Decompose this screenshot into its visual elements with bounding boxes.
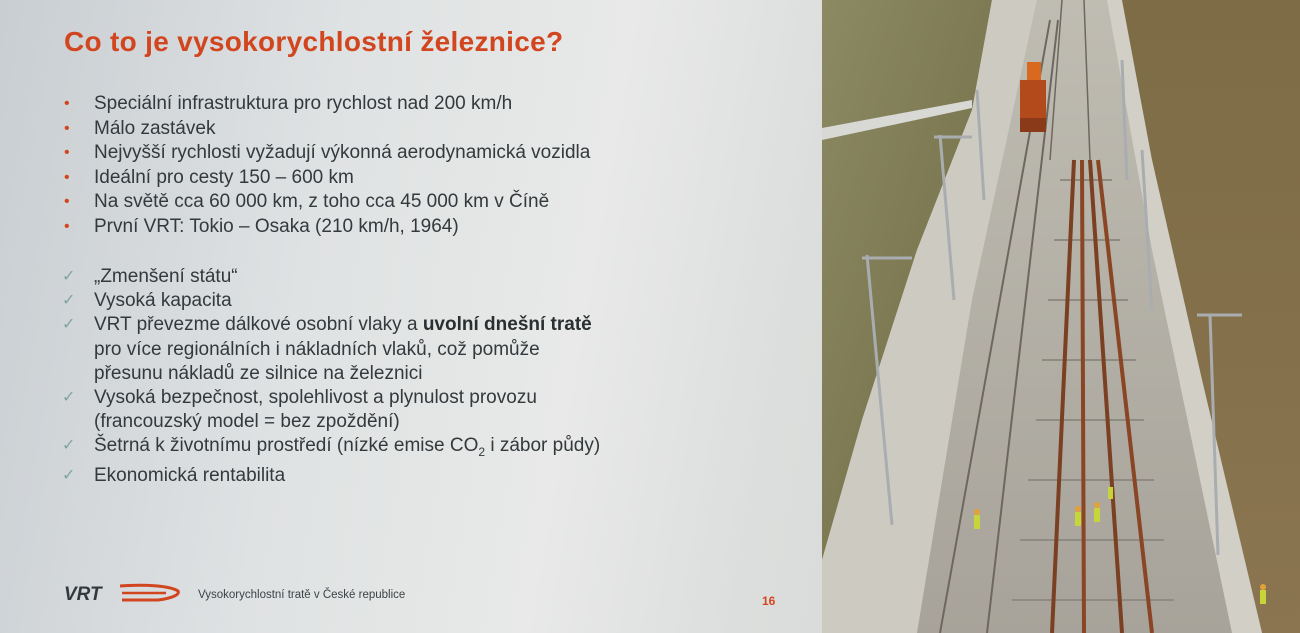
check-icon: ✓ (62, 316, 76, 334)
check-text-line: (francouzský model = bez zpoždění) (94, 411, 400, 433)
check-item (64, 386, 600, 434)
bullet-item (64, 141, 590, 166)
bullet-text: Na světě cca 60 000 km, z toho cca 45 000 km v Číně (94, 191, 550, 212)
railway-photo-icon (822, 0, 1300, 633)
bullet-item (64, 215, 590, 240)
check-icon: ✓ (62, 389, 76, 407)
check-icon: ✓ (62, 292, 76, 310)
check-text: VRT převezme dálkové osobní vlaky a (94, 314, 423, 336)
check-text-line: pro více regionálních i nákladních vlaků, což pomůže (94, 338, 540, 360)
check-item (64, 464, 600, 488)
check-text: i zábor půdy) (485, 435, 601, 457)
check-text-bold: uvolní dnešní tratě (422, 314, 592, 336)
check-item (64, 313, 600, 386)
bullet-item (64, 92, 590, 117)
footer-text: Vysokorychlostní tratě v České republice (198, 589, 406, 601)
vrt-logo-icon (62, 582, 182, 604)
slide-title: Co to je vysokorychlostní železnice? (64, 26, 564, 57)
page-number: 16 (762, 594, 776, 608)
bullet-icon: • (64, 168, 70, 186)
check-text: „Zmenšení státu“ (94, 266, 238, 287)
check-item (64, 265, 600, 289)
check-text-line (94, 313, 600, 337)
check-text: Vysoká kapacita (94, 290, 232, 312)
bullet-item (64, 190, 590, 215)
vrt-logo-text: VRT (64, 584, 102, 604)
bullet-text: Málo zastávek (94, 117, 216, 139)
check-icon: ✓ (62, 268, 76, 285)
check-text-line: Vysoká bezpečnost, spolehlivost a plynulost provozu (94, 387, 537, 409)
bullet-text: První VRT: Tokio – Osaka (210 km/h, 1964) (94, 215, 459, 237)
check-icon: ✓ (62, 467, 76, 485)
bullet-item (64, 166, 590, 191)
check-list (64, 265, 600, 489)
check-icon: ✓ (62, 437, 76, 455)
bullet-text: Nejvyšší rychlosti vyžadují výkonná aerodynamická vozidla (94, 142, 591, 163)
check-text: Ekonomická rentabilita (94, 465, 286, 487)
check-text-line: přesunu nákladů ze silnice na železnici (94, 362, 423, 384)
bullet-item (64, 117, 590, 142)
bullet-icon: • (64, 193, 70, 210)
subscript: 2 (478, 445, 486, 460)
bullet-icon: • (64, 144, 70, 161)
check-text: Šetrná k životnímu prostředí (nízké emise CO (94, 435, 479, 457)
bullet-list (64, 92, 590, 239)
bullet-icon: • (64, 217, 70, 235)
bullet-text: Speciální infrastruktura pro rychlost nad 200 km/h (94, 93, 513, 114)
bullet-text: Ideální pro cesty 150 – 600 km (94, 166, 354, 188)
bullet-icon: • (64, 95, 70, 112)
check-item (64, 289, 600, 313)
railway-construction-photo (822, 0, 1300, 633)
check-item (64, 434, 600, 464)
bullet-icon: • (64, 119, 70, 137)
